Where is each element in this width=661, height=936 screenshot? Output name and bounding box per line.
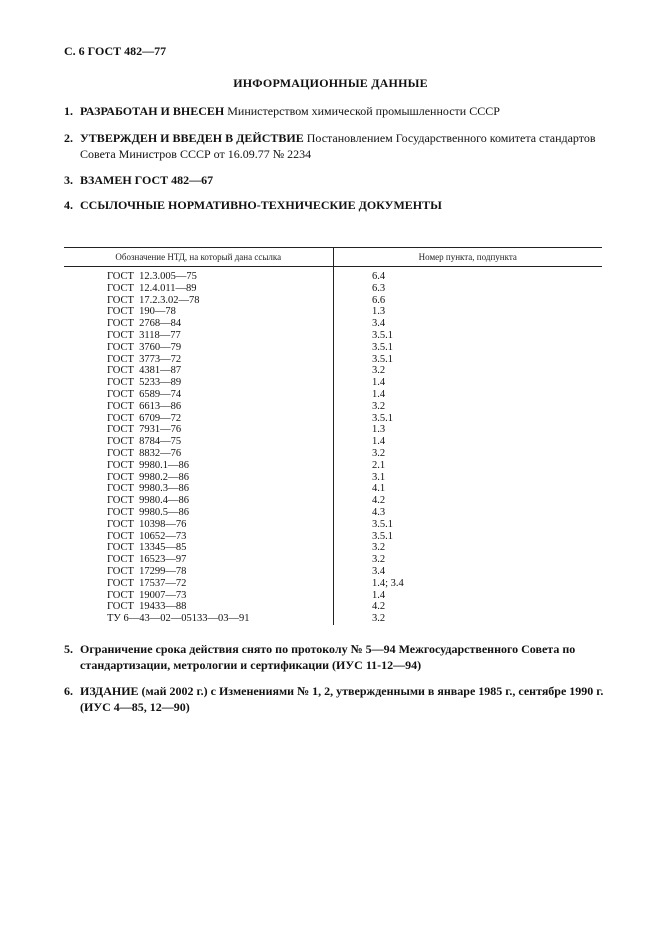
header-clause-number: Номер пункта, подпункта (333, 248, 603, 266)
clause-number: 3.2 (372, 542, 386, 554)
item-5 (64, 641, 604, 673)
item-6 (64, 683, 604, 715)
table-header (64, 248, 602, 266)
doc-designation: ГОСТ 10652—73 (107, 530, 187, 542)
doc-designation: ГОСТ 10398—76 (107, 518, 187, 530)
clause-number: 6.3 (372, 282, 386, 294)
doc-designation: ГОСТ 8832—76 (107, 447, 182, 459)
clause-number: 3.2 (372, 400, 386, 412)
section-title: ИНФОРМАЦИОННЫЕ ДАННЫЕ (233, 76, 428, 90)
item-2 (64, 130, 604, 162)
clause-number: 1.4 (372, 388, 386, 400)
page-header: С. 6 ГОСТ 482—77 (64, 44, 167, 58)
doc-designation: ГОСТ 4381—87 (107, 365, 182, 377)
doc-designation: ГОСТ 12.4.011—89 (107, 282, 197, 294)
doc-designation: ГОСТ 3118—77 (107, 329, 181, 341)
doc-designation: ГОСТ 16523—97 (107, 554, 187, 566)
item-text: Министерством химической промышленности СССР (224, 104, 500, 118)
doc-designation: ГОСТ 9980.5—86 (107, 506, 190, 518)
doc-designation: ГОСТ 9980.3—86 (107, 483, 190, 495)
clause-number: 1.3 (372, 306, 386, 318)
clause-number: 3.1 (372, 471, 386, 483)
item-number: 5. (64, 642, 73, 656)
clause-number: 1.4; 3.4 (372, 577, 404, 589)
clause-number: 1.4 (372, 377, 386, 389)
item-lead: РАЗРАБОТАН И ВНЕСЕН (80, 104, 225, 118)
table-column-divider (333, 267, 334, 625)
doc-designation: ГОСТ 6613—86 (107, 400, 182, 412)
clause-number: 1.4 (372, 589, 386, 601)
clause-number: 6.4 (372, 271, 386, 282)
doc-designation: ГОСТ 17299—78 (107, 565, 187, 577)
header-designation: Обозначение НТД, на который дана ссылка (115, 252, 282, 262)
clause-number: 4.2 (372, 495, 386, 507)
doc-designation: ГОСТ 6709—72 (107, 412, 182, 424)
item-text: (май 2002 г.) с Изменениями № 1, 2, утвержденными в январе 1985 г., сентябре 1990 г. (ИУС 4—85, 12—90) (80, 684, 604, 714)
reference-table (64, 247, 602, 625)
doc-designation: ГОСТ 2768—84 (107, 318, 182, 330)
item-number: 4. (64, 198, 73, 212)
item-number: 2. (64, 131, 73, 145)
doc-designation: ГОСТ 9980.2—86 (107, 471, 190, 483)
doc-designation: ГОСТ 19433—88 (107, 601, 187, 613)
doc-designation: ГОСТ 8784—75 (107, 436, 182, 448)
clause-number: 3.4 (372, 565, 386, 577)
doc-designation: ГОСТ 7931—76 (107, 424, 182, 436)
clause-number: 3.4 (372, 318, 386, 330)
doc-designation: ГОСТ 12.3.005—75 (107, 271, 197, 282)
clause-number: 3.5.1 (372, 530, 393, 542)
item-4 (64, 197, 604, 213)
item-lead: ВЗАМЕН ГОСТ 482—67 (80, 173, 214, 187)
clause-number: 4.2 (372, 601, 386, 613)
doc-designation: ГОСТ 5233—89 (107, 377, 182, 389)
item-lead: ИЗДАНИЕ (80, 684, 139, 698)
clause-number: 3.2 (372, 613, 386, 625)
clause-number: 3.2 (372, 554, 386, 566)
clause-number: 3.5.1 (372, 341, 393, 353)
clause-number: 3.2 (372, 447, 386, 459)
item-3 (64, 172, 604, 188)
table-body (64, 267, 602, 625)
item-lead: ССЫЛОЧНЫЕ НОРМАТИВНО-ТЕХНИЧЕСКИЕ ДОКУМЕНТЫ (80, 198, 442, 212)
doc-designation: ГОСТ 17.2.3.02—78 (107, 294, 200, 306)
doc-designation: ГОСТ 13345—85 (107, 542, 187, 554)
item-lead: УТВЕРЖДЕН И ВВЕДЕН В ДЕЙСТВИЕ (80, 131, 304, 145)
clause-number: 6.6 (372, 294, 386, 306)
clause-number: 3.5.1 (372, 329, 393, 341)
item-number: 3. (64, 173, 73, 187)
clause-number: 4.1 (372, 483, 386, 495)
clause-number: 1.3 (372, 424, 386, 436)
clause-number: 3.5.1 (372, 412, 393, 424)
doc-designation: ГОСТ 9980.4—86 (107, 495, 190, 507)
item-text: Ограничение срока действия снято по протоколу № 5—94 Межгосударственного Совета по стандартизации, метрологии и сертификации (ИУС 11-12—94) (80, 642, 576, 672)
doc-designation: ГОСТ 9980.1—86 (107, 459, 190, 471)
doc-designation: ГОСТ 190—78 (107, 306, 176, 318)
doc-designation: ГОСТ 3760—79 (107, 341, 182, 353)
item-number: 1. (64, 104, 73, 118)
doc-designation: ГОСТ 19007—73 (107, 589, 187, 601)
clause-number: 3.5.1 (372, 518, 393, 530)
clause-number: 1.4 (372, 436, 386, 448)
item-1 (64, 103, 604, 119)
clause-number: 3.5.1 (372, 353, 393, 365)
doc-designation: ГОСТ 17537—72 (107, 577, 187, 589)
doc-designation: ГОСТ 6589—74 (107, 388, 182, 400)
clause-number: 2.1 (372, 459, 386, 471)
clause-number: 4.3 (372, 506, 386, 518)
item-number: 6. (64, 684, 73, 698)
item-text: Постановлением Государственного комитета стандартов Совета Министров СССР от 16.09.77 № 2234 (80, 131, 596, 161)
doc-designation: ГОСТ 3773—72 (107, 353, 182, 365)
doc-designation: ТУ 6—43—02—05133—03—91 (107, 613, 250, 625)
clause-number: 3.2 (372, 365, 386, 377)
